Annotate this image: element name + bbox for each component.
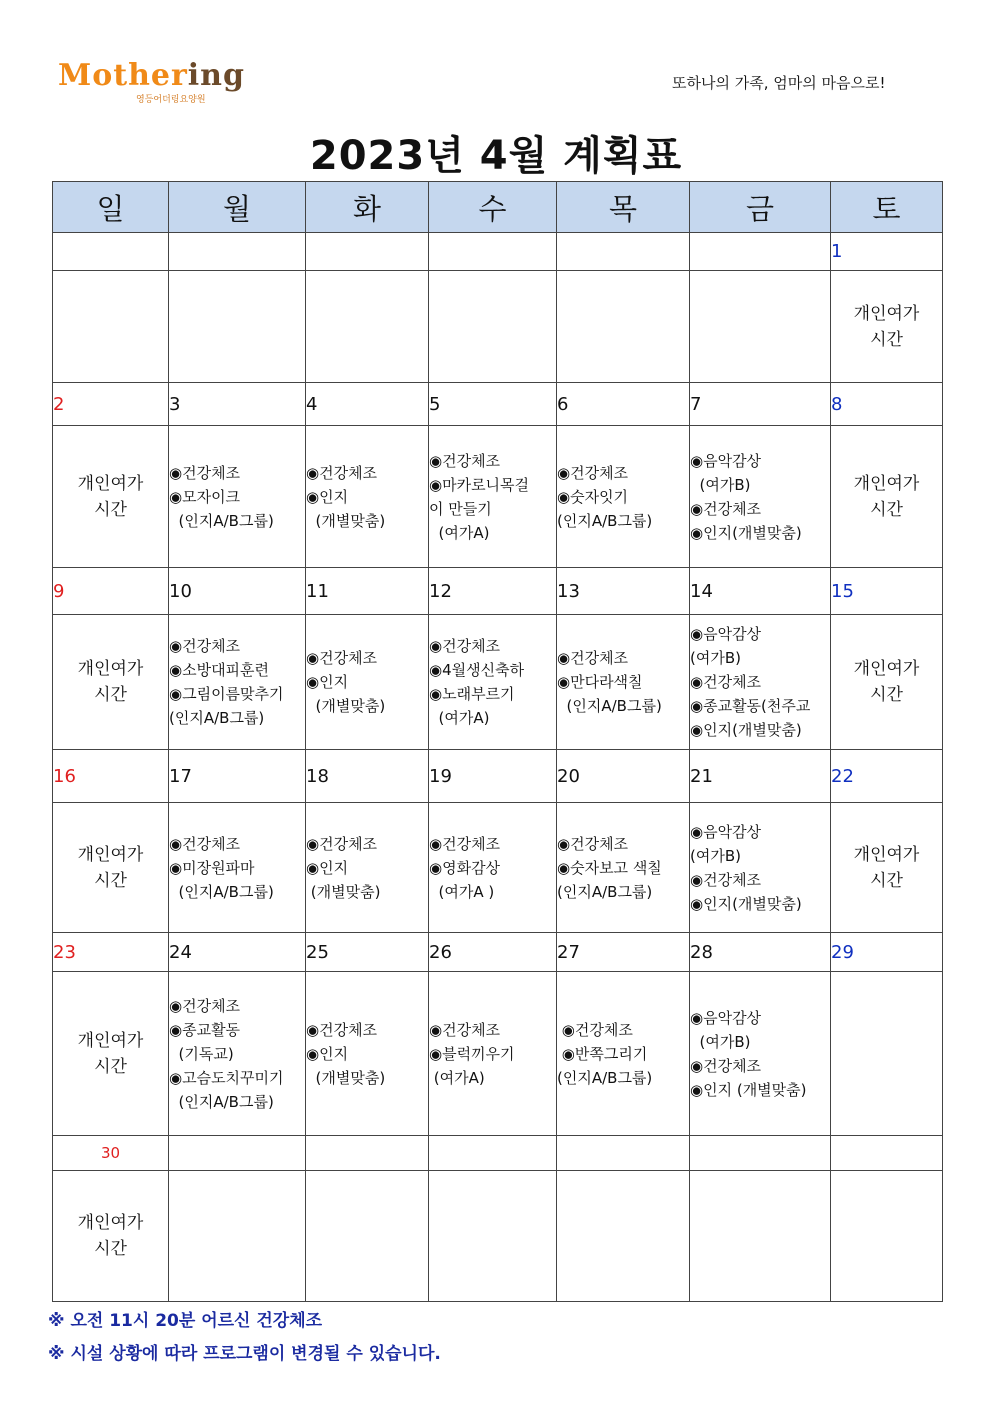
activity-line: ◉숫자보고 색칠: [557, 858, 662, 877]
activity-cell: [690, 972, 831, 1136]
activity-line: ◉건강체조: [690, 870, 762, 889]
week-activity-row: [53, 615, 943, 750]
calendar-table: [52, 181, 943, 1302]
activity-line: ◉건강체조: [169, 996, 241, 1015]
date-cell: [169, 233, 306, 271]
logo: [58, 58, 278, 106]
activity-line: ◉고슴도치꾸미기: [169, 1068, 284, 1087]
date-cell: [169, 1136, 306, 1171]
activity-line: 개인여가: [853, 303, 920, 324]
activity-cell: [169, 426, 306, 568]
activity-line: 개인여가: [77, 1030, 144, 1051]
date-cell: [690, 1136, 831, 1171]
weekday-sun: 일: [53, 182, 169, 233]
activity-line: 시간: [94, 1056, 127, 1077]
activity-cell: [429, 615, 557, 750]
activity-line: (개별맞춤): [306, 697, 386, 715]
activity-line: ◉모자이크: [169, 487, 241, 506]
activity-line: ◉인지: [306, 487, 349, 506]
weekday-sat: 토: [831, 182, 943, 233]
date-cell: 6: [557, 383, 690, 426]
date-cell: 17: [169, 750, 306, 803]
date-cell: 13: [557, 568, 690, 615]
activity-cell: [831, 1171, 943, 1302]
activity-line: ◉노래부르기: [429, 685, 515, 703]
date-cell: 16: [53, 750, 169, 803]
activity-line: 개인여가: [853, 473, 920, 494]
date-cell: 15: [831, 568, 943, 615]
activity-line: ◉건강체조: [306, 834, 378, 853]
logo-text-main: Mother: [58, 58, 188, 93]
date-cell: 10: [169, 568, 306, 615]
activity-cell: [306, 1171, 429, 1302]
date-cell: 18: [306, 750, 429, 803]
date-cell: 19: [429, 750, 557, 803]
week-date-row: [53, 933, 943, 972]
date-cell: [831, 1136, 943, 1171]
activity-line: ◉인지(개별맞춤): [690, 721, 802, 739]
activity-cell: [557, 803, 690, 933]
activity-cell: [690, 1171, 831, 1302]
activity-line: 개인여가: [853, 844, 920, 865]
week-activity-row: [53, 426, 943, 568]
activity-cell: [169, 271, 306, 383]
activity-cell: [53, 271, 169, 383]
activity-line: 시간: [870, 685, 903, 705]
activity-line: 시간: [870, 329, 903, 350]
activity-cell: [306, 803, 429, 933]
activity-line: ◉건강체조: [169, 637, 241, 655]
activity-line: ◉인지: [306, 1044, 349, 1063]
weekday-header-row: [53, 182, 943, 233]
activity-cell: [557, 615, 690, 750]
date-cell: 3: [169, 383, 306, 426]
date-cell: 14: [690, 568, 831, 615]
activity-line: ◉음악감상: [690, 1008, 762, 1027]
activity-line: 시간: [94, 685, 127, 705]
activity-line: ◉소방대피훈련: [169, 661, 270, 679]
activity-line: ◉인지: [306, 858, 349, 877]
activity-line: 시간: [94, 1239, 127, 1259]
activity-cell: [831, 972, 943, 1136]
activity-line: ◉건강체조: [690, 673, 762, 691]
activity-line: ◉건강체조: [429, 1020, 501, 1039]
activity-line: ◉블럭끼우기: [429, 1044, 515, 1063]
activity-line: (인지A/B그룹): [169, 1092, 274, 1111]
activity-cell: [53, 972, 169, 1136]
activity-line: (여가B): [690, 475, 751, 494]
date-cell: 28: [690, 933, 831, 972]
logo-subtitle: 영등어더링요양원: [136, 95, 206, 105]
activity-cell: [53, 803, 169, 933]
activity-line: ◉숫자잇기: [557, 487, 629, 506]
activity-line: ◉4월생신축하: [429, 661, 525, 679]
activity-line: (여가A): [429, 1068, 485, 1087]
date-cell: 24: [169, 933, 306, 972]
activity-line: ◉건강체조: [557, 463, 629, 482]
date-cell: [306, 233, 429, 271]
date-cell: [557, 233, 690, 271]
activity-line: ◉건강체조: [306, 463, 378, 482]
activity-cell: [690, 803, 831, 933]
activity-line: (인지A/B그룹): [557, 511, 653, 530]
activity-line: ◉인지(개별맞춤): [690, 523, 802, 542]
logo-text-end: ing: [187, 58, 245, 93]
activity-line: (인지A/B그룹): [169, 882, 274, 901]
activity-cell: [557, 271, 690, 383]
activity-line: (여가B): [690, 1032, 751, 1051]
activity-line: ◉건강체조: [429, 637, 501, 655]
page-title: 2023년 4월 계획표: [309, 133, 683, 179]
note-exercise-time: ※ 오전 11시 20분 어르신 건강체조: [48, 1311, 323, 1331]
activity-line: ◉영화감상: [429, 858, 501, 877]
date-cell: 12: [429, 568, 557, 615]
activity-cell: [169, 615, 306, 750]
activity-cell: [831, 426, 943, 568]
activity-line: ◉건강체조: [557, 834, 629, 853]
activity-cell: [690, 271, 831, 383]
activity-line: ◉건강체조: [306, 649, 378, 667]
date-cell: 21: [690, 750, 831, 803]
activity-line: ◉그림이름맞추기: [169, 685, 284, 703]
activity-line: 시간: [94, 499, 127, 520]
date-cell: 4: [306, 383, 429, 426]
activity-cell: [53, 1171, 169, 1302]
activity-line: ◉건강체조: [690, 499, 762, 518]
activity-cell: [831, 615, 943, 750]
activity-line: 이 만들기: [429, 499, 492, 518]
activity-line: 시간: [94, 870, 127, 891]
date-cell: 30: [53, 1136, 169, 1171]
activity-cell: [429, 972, 557, 1136]
activity-line: ◉건강체조: [429, 451, 501, 470]
activity-cell: [557, 426, 690, 568]
date-cell: 11: [306, 568, 429, 615]
weekday-fri: 금: [690, 182, 831, 233]
activity-cell: [429, 426, 557, 568]
date-cell: 22: [831, 750, 943, 803]
date-cell: [53, 233, 169, 271]
activity-cell: [53, 426, 169, 568]
activity-cell: [429, 1171, 557, 1302]
activity-cell: [306, 271, 429, 383]
date-cell: 2: [53, 383, 169, 426]
activity-cell: [690, 426, 831, 568]
week-date-row: [53, 568, 943, 615]
activity-line: (여가A ): [429, 882, 495, 901]
date-cell: [429, 233, 557, 271]
date-cell: [557, 1136, 690, 1171]
activity-cell: [169, 803, 306, 933]
date-cell: 5: [429, 383, 557, 426]
activity-line: ◉반쪽그리기: [557, 1044, 648, 1063]
date-cell: 7: [690, 383, 831, 426]
week-date-row: [53, 233, 943, 271]
note-program-change: ※ 시설 상황에 따라 프로그램이 변경될 수 있습니다.: [48, 1344, 441, 1364]
notes: [48, 1305, 441, 1371]
week-activity-row: [53, 803, 943, 933]
activity-line: ◉건강체조: [306, 1020, 378, 1039]
date-cell: [306, 1136, 429, 1171]
activity-line: (인지A/B그룹): [557, 882, 653, 901]
date-cell: 9: [53, 568, 169, 615]
activity-line: ◉인지 (개별맞춤): [690, 1080, 807, 1099]
week-activity-row: [53, 972, 943, 1136]
activity-line: 개인여가: [77, 659, 144, 679]
activity-cell: [306, 615, 429, 750]
activity-line: ◉건강체조: [690, 1056, 762, 1075]
date-cell: 29: [831, 933, 943, 972]
activity-line: ◉건강체조: [429, 834, 501, 853]
activity-line: ◉음악감상: [690, 625, 762, 643]
date-cell: 23: [53, 933, 169, 972]
activity-cell: [169, 972, 306, 1136]
activity-cell: [557, 1171, 690, 1302]
activity-cell: [169, 1171, 306, 1302]
slogan: 또하나의 가족, 엄마의 마음으로!: [672, 74, 886, 92]
week-activity-row: [53, 271, 943, 383]
activity-line: (인지A/B그룹): [169, 709, 265, 727]
activity-cell: [429, 271, 557, 383]
activity-line: ◉종교활동: [169, 1020, 241, 1039]
activity-line: 개인여가: [77, 1213, 144, 1233]
activity-line: (개별맞춤): [306, 882, 381, 901]
activity-line: (인지A/B그룹): [557, 1068, 653, 1087]
activity-line: ◉음악감상: [690, 822, 762, 841]
activity-line: 시간: [870, 499, 903, 520]
activity-line: (개별맞춤): [306, 1068, 386, 1087]
date-cell: [429, 1136, 557, 1171]
activity-line: ◉인지(개별맞춤): [690, 894, 802, 913]
activity-line: (여가B): [690, 846, 741, 865]
activity-line: ◉건강체조: [557, 1020, 633, 1039]
activity-line: (인지A/B그룹): [169, 511, 274, 530]
activity-line: (인지A/B그룹): [557, 697, 662, 715]
week-date-row: [53, 750, 943, 803]
date-cell: [690, 233, 831, 271]
activity-line: ◉건강체조: [557, 649, 629, 667]
activity-cell: [306, 972, 429, 1136]
date-cell: 8: [831, 383, 943, 426]
activity-line: ◉만다라색칠: [557, 673, 643, 691]
week-date-row: [53, 1136, 943, 1171]
activity-cell: [557, 972, 690, 1136]
activity-line: ◉마카로니목걸: [429, 475, 530, 494]
weekday-tue: 화: [306, 182, 429, 233]
date-cell: 26: [429, 933, 557, 972]
activity-line: 개인여가: [853, 659, 920, 679]
date-cell: 1: [831, 233, 943, 271]
activity-line: (여가A): [429, 709, 490, 727]
activity-cell: [831, 803, 943, 933]
activity-cell: [53, 615, 169, 750]
activity-line: ◉인지: [306, 673, 349, 691]
activity-line: 개인여가: [77, 473, 144, 494]
activity-cell: [690, 615, 831, 750]
activity-line: (개별맞춤): [306, 511, 386, 530]
activity-line: ◉미장원파마: [169, 858, 255, 877]
week-activity-row: [53, 1171, 943, 1302]
activity-cell: [429, 803, 557, 933]
activity-cell: [831, 271, 943, 383]
activity-line: ◉건강체조: [169, 463, 241, 482]
activity-cell: [306, 426, 429, 568]
date-cell: 20: [557, 750, 690, 803]
date-cell: 27: [557, 933, 690, 972]
weekday-thu: 목: [557, 182, 690, 233]
weekday-wed: 수: [429, 182, 557, 233]
activity-line: (기독교): [169, 1044, 234, 1063]
weekday-mon: 월: [169, 182, 306, 233]
activity-line: 시간: [870, 870, 903, 891]
activity-line: (여가B): [690, 649, 741, 667]
week-date-row: [53, 383, 943, 426]
activity-line: (여가A): [429, 523, 490, 542]
activity-line: 개인여가: [77, 844, 144, 865]
date-cell: 25: [306, 933, 429, 972]
activity-line: ◉종교활동(천주교: [690, 697, 811, 715]
activity-line: ◉음악감상: [690, 451, 762, 470]
activity-line: ◉건강체조: [169, 834, 241, 853]
